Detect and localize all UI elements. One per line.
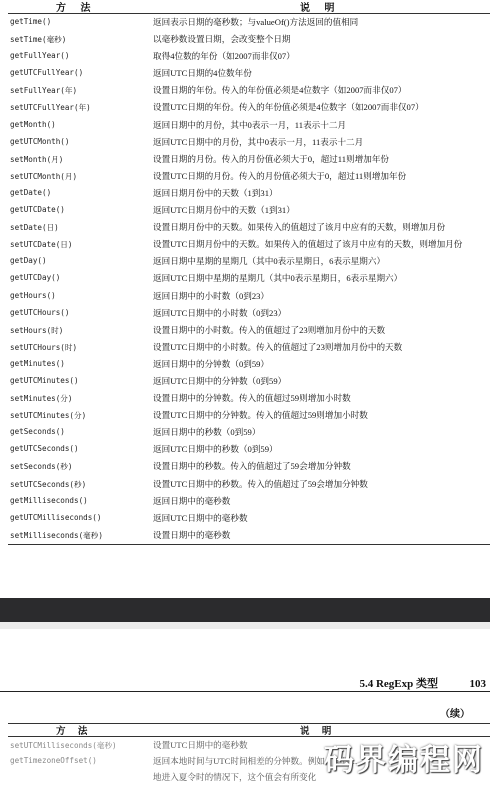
table-row xyxy=(8,493,490,510)
method-description: 返回日期中星期的星期几（其中0表示星期日，6表示星期六） xyxy=(153,256,386,267)
method-name: setMilliseconds(毫秒) xyxy=(10,530,103,540)
method-name: getDay() xyxy=(10,256,47,266)
method-description: 返回表示日期的毫秒数；与valueOf()方法返回的值相同 xyxy=(153,17,359,27)
method-name: getMinutes() xyxy=(10,358,65,368)
table-row xyxy=(8,339,490,356)
method-description: 返回日期中的小时数（0到23） xyxy=(153,290,270,301)
table-row xyxy=(8,390,490,407)
method-description: 返回日期月份中的天数（1到31） xyxy=(153,187,278,198)
method-description: 设置UTC日期月份中的天数。如果传入的值超过了该月中应有的天数，则增加月份 xyxy=(153,239,463,250)
header-desc: 说 明 xyxy=(300,3,341,14)
table-row xyxy=(8,48,490,65)
table-row xyxy=(8,288,490,305)
method-description: 设置UTC日期中的小时数。传入的值超过了23则增加月份中的天数 xyxy=(153,341,403,352)
running-rule xyxy=(0,691,490,692)
method-description: 返回日期中的月份，其中0表示一月，11表示十二月 xyxy=(153,119,347,130)
table-row xyxy=(8,99,490,116)
method-description: 设置日期的年份。传入的年份值必须是4位数字（如2007而非仅07） xyxy=(153,85,407,96)
method-name: setUTCDate(日) xyxy=(10,240,73,250)
method-name: setTime(毫秒) xyxy=(10,35,67,45)
method-description: 返回日期中的秒数（0到59） xyxy=(153,427,261,438)
table-row xyxy=(8,236,490,253)
method-description: 返回UTC日期中的毫秒数 xyxy=(153,512,248,523)
table-row xyxy=(8,407,490,424)
table-row xyxy=(8,185,490,202)
table-row xyxy=(8,458,490,475)
header-method: 方 法 xyxy=(56,3,97,14)
method-description: 返回UTC日期的4位数年份 xyxy=(153,68,252,79)
method-name: setUTCMonth(月) xyxy=(10,171,78,181)
table-row xyxy=(8,134,490,151)
method-description: 返回UTC日期中星期的星期几（其中0表示星期日，6表示星期六） xyxy=(153,273,403,284)
method-description: 返回UTC日期中的分钟数（0到59） xyxy=(153,375,287,386)
method-description: 设置UTC日期中的秒数。传入的值超过了59会增加分钟数 xyxy=(153,478,368,489)
method-description: 返回日期中的分钟数（0到59） xyxy=(153,358,270,369)
page-gap-light xyxy=(0,622,490,629)
section-title: 5.4 RegExp 类型 xyxy=(359,678,438,690)
method-name: getFullYear() xyxy=(10,51,70,61)
method-name: getHours() xyxy=(10,290,56,300)
method-name: getUTCMinutes() xyxy=(10,375,79,385)
method-description: 设置UTC日期的年份。传入的年份值必须是4位数字（如2007而非仅07） xyxy=(153,102,424,113)
method-description: 设置UTC日期中的分钟数。传入的值超过59则增加小时数 xyxy=(153,410,368,421)
table-row xyxy=(8,117,490,134)
table-row xyxy=(8,305,490,322)
site-watermark: 码界编程网 xyxy=(324,743,484,778)
table-row xyxy=(8,14,490,31)
table-row xyxy=(8,168,490,185)
header-desc-continued: 说 明 xyxy=(300,727,337,737)
table-row xyxy=(8,527,490,544)
method-description: 地进入夏令时的情况下，这个值会有所变化 xyxy=(153,772,317,782)
table-header xyxy=(8,0,490,14)
table-row xyxy=(8,476,490,493)
method-name: getDate() xyxy=(10,187,52,197)
table-row xyxy=(8,219,490,236)
method-description: 返回UTC日期中的月份，其中0表示一月，11表示十二月 xyxy=(153,136,364,147)
method-name: getUTCSeconds() xyxy=(10,444,79,454)
table-row xyxy=(8,322,490,339)
method-description: 返回UTC日期中的秒数（0到59） xyxy=(153,444,278,455)
running-header xyxy=(359,675,486,691)
method-name: setMinutes(分) xyxy=(10,394,73,404)
method-name: getUTCFullYear() xyxy=(10,68,84,78)
table-row xyxy=(8,65,490,82)
method-description: 设置日期中的分钟数。传入的值超过59则增加小时数 xyxy=(153,393,351,404)
table-row xyxy=(8,270,490,287)
table-row xyxy=(8,202,490,219)
page-number: 103 xyxy=(469,678,486,690)
table-row xyxy=(8,510,490,527)
method-name: setSeconds(秒) xyxy=(10,462,73,472)
method-name: setHours(时) xyxy=(10,325,64,335)
method-name: setUTCFullYear(年) xyxy=(10,103,91,113)
method-name: setDate(日) xyxy=(10,223,59,233)
method-name: getMonth() xyxy=(10,119,56,129)
method-description: 设置日期中的秒数。传入的值超过了59会增加分钟数 xyxy=(153,461,351,472)
page-gap xyxy=(0,598,490,622)
table-row xyxy=(8,356,490,373)
method-description: 以毫秒数设置日期，会改变整个日期 xyxy=(153,34,291,45)
method-name: getTimezoneOffset() xyxy=(10,756,97,765)
table-row xyxy=(8,424,490,441)
method-description: 设置日期月份中的天数。如果传入的值超过了该月中应有的天数，则增加月份 xyxy=(153,222,446,233)
method-description: 设置日期中的毫秒数 xyxy=(153,529,231,540)
method-name: getUTCHours() xyxy=(10,307,70,317)
method-name: setUTCMinutes(分) xyxy=(10,411,87,421)
header-method-continued: 方 法 xyxy=(56,727,93,737)
method-description: 返回本地时间与UTC时间相差的分钟数。例如，美国... xyxy=(153,756,358,766)
method-description: 返回日期中的毫秒数 xyxy=(153,495,231,506)
method-description: 设置UTC日期的月份。传入的月份值必须大于0，超过11则增加年份 xyxy=(153,170,407,181)
table-row xyxy=(8,253,490,270)
table-row xyxy=(8,373,490,390)
method-description: 取得4位数的年份（如2007而非仅07） xyxy=(153,51,295,62)
method-name: getSeconds() xyxy=(10,427,65,437)
table-row xyxy=(8,151,490,168)
method-description: 设置日期的月份。传入的月份值必须大于0，超过11则增加年份 xyxy=(153,153,390,164)
table-row xyxy=(8,31,490,48)
table-row xyxy=(8,441,490,458)
method-description: 返回UTC日期中的小时数（0到23） xyxy=(153,307,287,318)
table-body xyxy=(8,14,490,544)
table-bottom-rule xyxy=(8,544,490,545)
method-name: getMilliseconds() xyxy=(10,495,88,505)
method-name: setUTCMilliseconds(毫秒) xyxy=(10,741,117,750)
method-description: 设置UTC日期中的毫秒数 xyxy=(153,740,248,750)
method-name: setFullYear(年) xyxy=(10,86,78,96)
method-name: getUTCDay() xyxy=(10,273,61,283)
method-name: getUTCMilliseconds() xyxy=(10,512,102,522)
continued-label: （续） xyxy=(440,709,470,720)
method-name: setUTCSeconds(秒) xyxy=(10,479,87,489)
method-name: setMonth(月) xyxy=(10,154,64,164)
method-name: getUTCMonth() xyxy=(10,136,70,146)
method-name: getUTCDate() xyxy=(10,205,65,215)
method-name: getTime() xyxy=(10,17,52,26)
table-row xyxy=(8,82,490,99)
method-name: setUTCHours(时) xyxy=(10,342,78,352)
method-description: 返回UTC日期月份中的天数（1到31） xyxy=(153,205,295,216)
method-description: 设置日期中的小时数。传入的值超过了23则增加月份中的天数 xyxy=(153,324,386,335)
